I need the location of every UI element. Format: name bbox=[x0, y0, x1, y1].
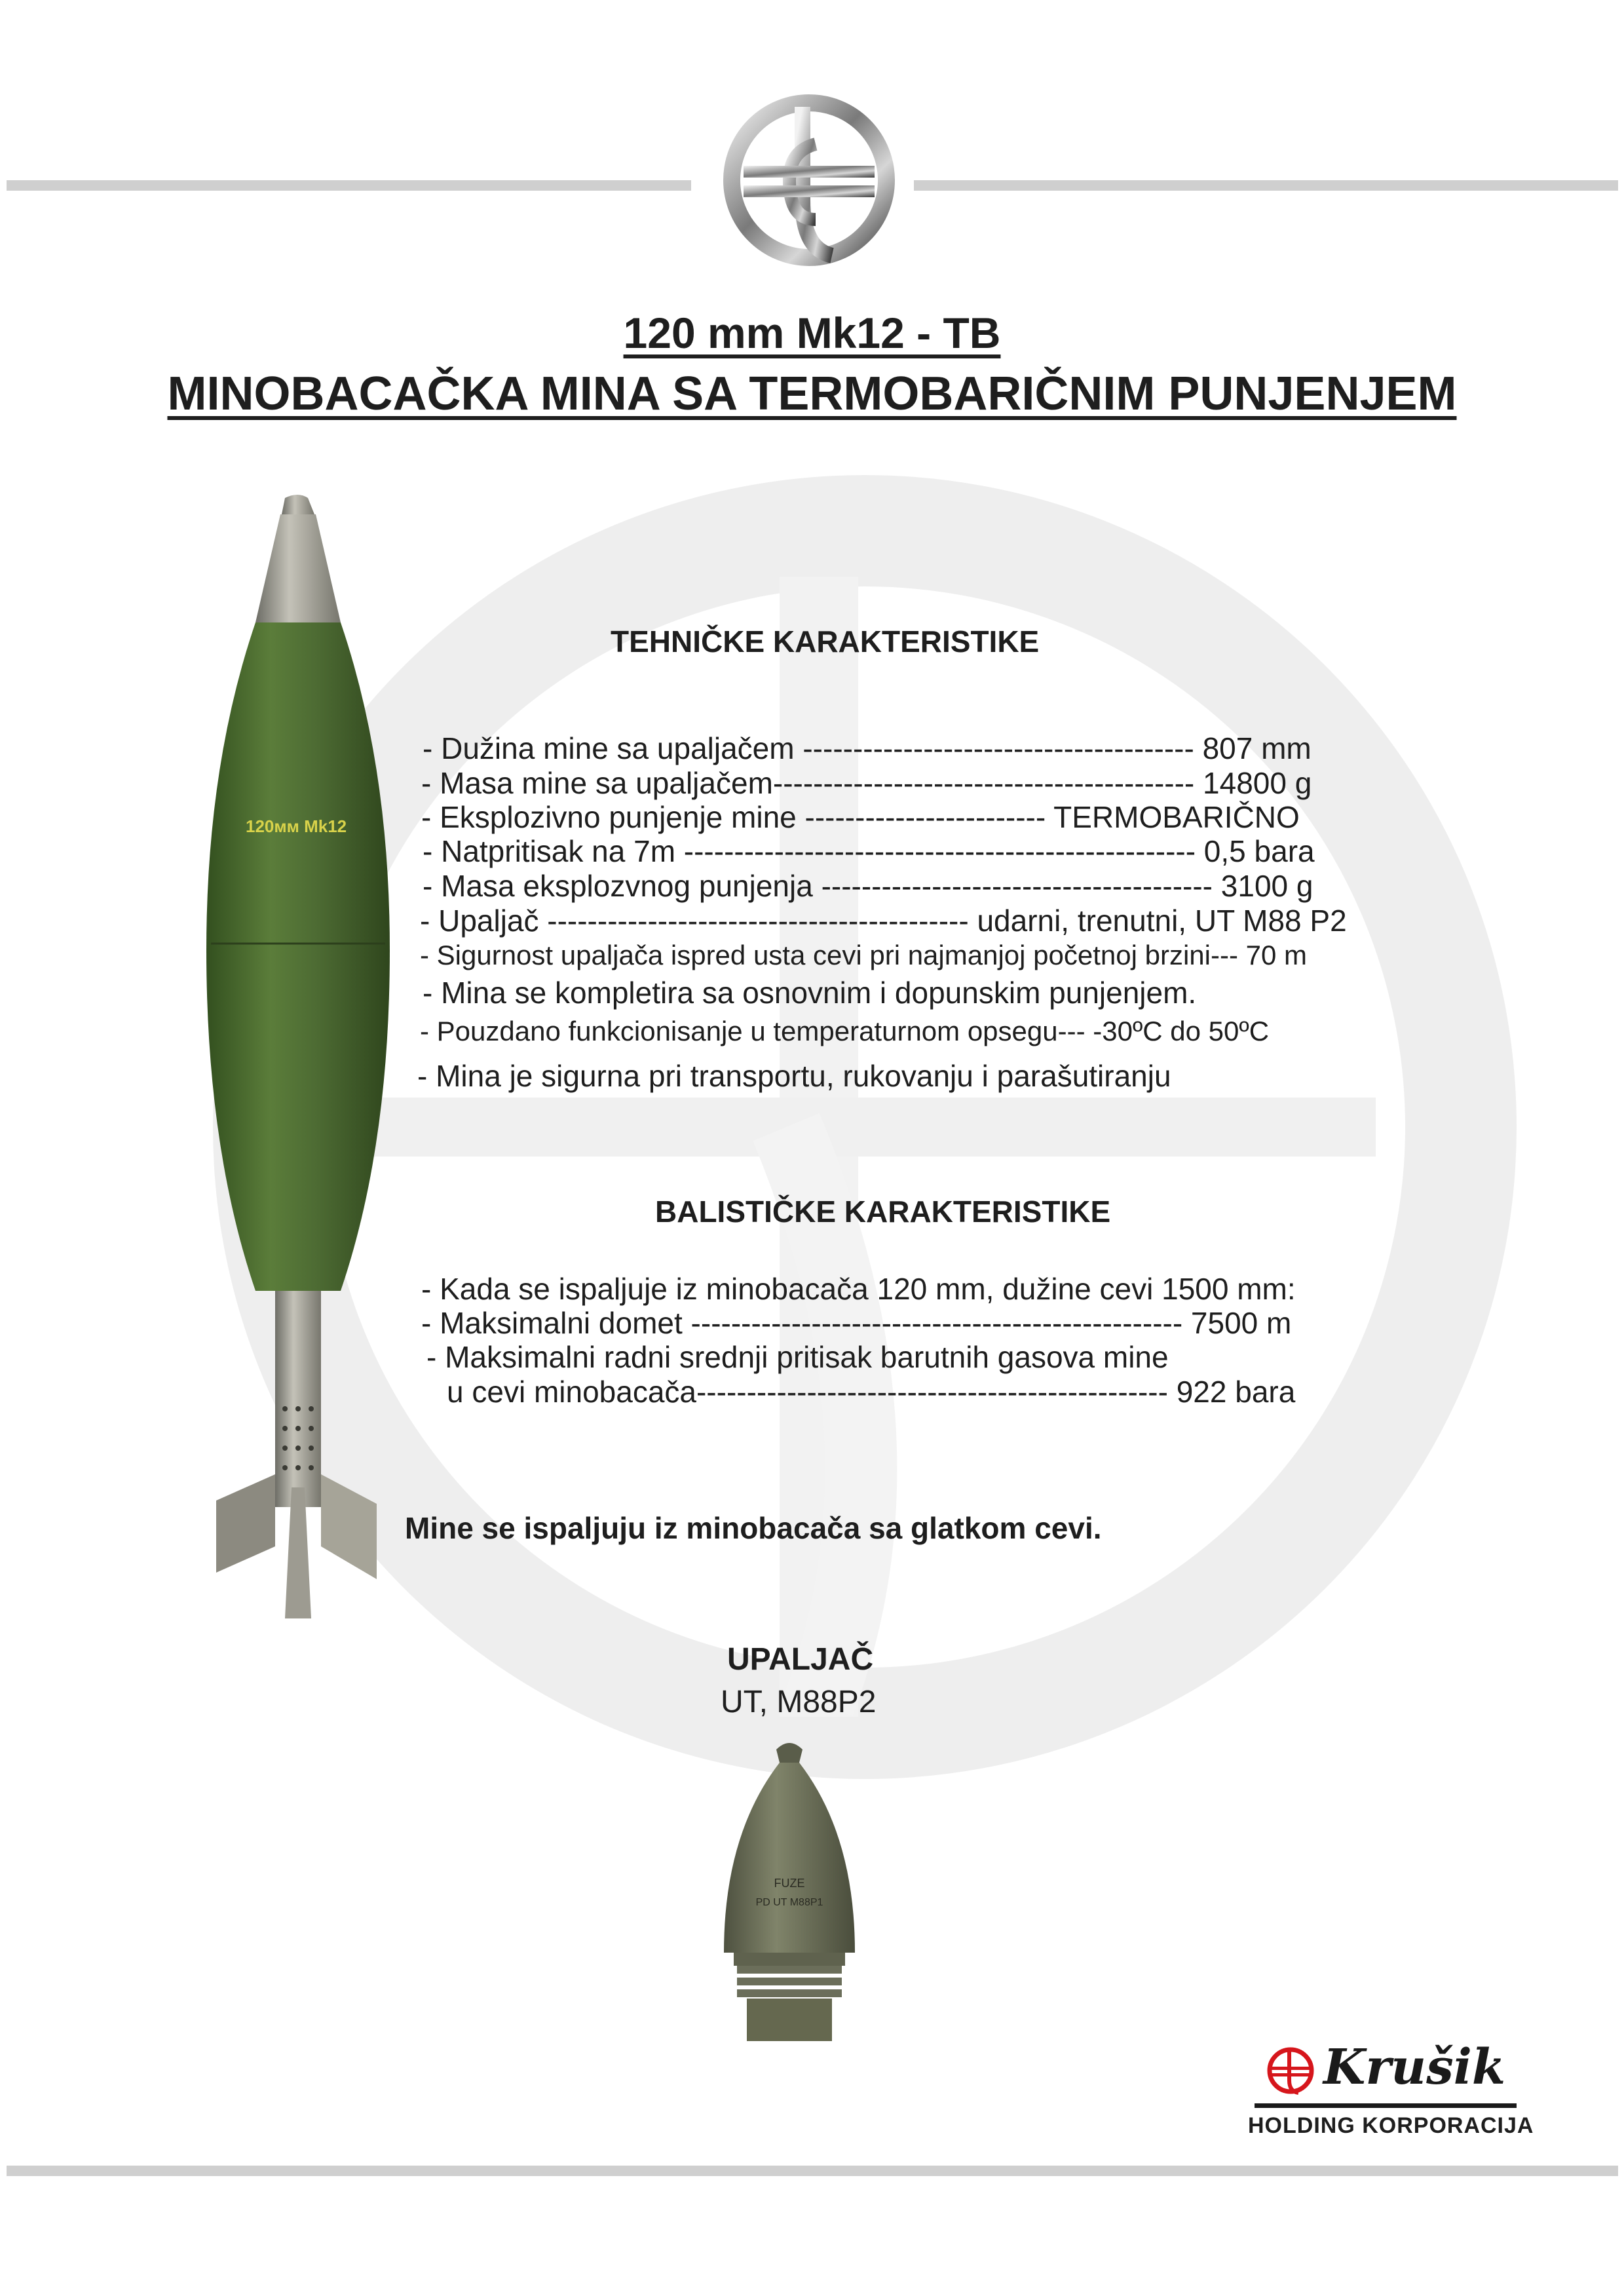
spec-line: - Sigurnost upaljača ispred usta cevi pri najmanjoj početnoj brzini--- 70 m bbox=[420, 940, 1307, 970]
spec-line: - Pouzdano funkcionisanje u temperaturnom opsegu--- -30ºC do 50ºC bbox=[420, 1016, 1270, 1046]
spec-line: - Eksplozivno punjenje mine ------------------------ TERMOBARIČNO bbox=[421, 800, 1300, 834]
brand-mark-icon bbox=[1264, 2044, 1317, 2097]
brand-underline bbox=[1255, 2103, 1517, 2108]
product-title: 120 mm Mk12 - TB bbox=[623, 309, 1001, 357]
spec-line: - Kada se ispaljuje iz minobacača 120 mm, dužine cevi 1500 mm: bbox=[421, 1272, 1296, 1306]
fuze-heading: UPALJAČ bbox=[727, 1642, 874, 1677]
fuze-label-line1: FUZE bbox=[774, 1877, 805, 1890]
fuze-illustration bbox=[714, 1736, 865, 2044]
technical-heading: TEHNIČKE KARAKTERISTIKE bbox=[611, 624, 1040, 659]
top-rule-left bbox=[7, 180, 691, 191]
ballistic-heading: BALISTIČKE KARAKTERISTIKE bbox=[655, 1195, 1111, 1229]
firing-note: Mine se ispaljuju iz minobacača sa glatkom cevi. bbox=[405, 1511, 1102, 1545]
fuze-label-line2: PD UT M88P1 bbox=[755, 1897, 823, 1908]
fuze-model: UT, M88P2 bbox=[721, 1685, 877, 1719]
spec-line: - Masa mine sa upaljačem------------------------------------------ 14800 g bbox=[421, 766, 1312, 800]
brand-name: Krušik bbox=[1323, 2039, 1506, 2095]
top-rule-right bbox=[914, 180, 1618, 191]
spec-line: - Mina je sigurna pri transportu, rukovanju i parašutiranju bbox=[417, 1059, 1171, 1093]
spec-line: - Dužina mine sa upaljačem --------------------------------------- 807 mm bbox=[423, 731, 1312, 765]
spec-line: - Maksimalni domet ------------------------------------------------- 7500 m bbox=[421, 1306, 1292, 1340]
bottom-rule bbox=[7, 2166, 1618, 2176]
mortar-shell-illustration bbox=[203, 491, 393, 1625]
spec-line: - Natpritisak na 7m --------------------------------------------------- 0,5 bara bbox=[423, 834, 1315, 868]
spec-line: - Masa eksplozvnog punjenja --------------------------------------- 3100 g bbox=[423, 869, 1313, 903]
brand-subtitle: HOLDING KORPORACIJA bbox=[1248, 2113, 1534, 2138]
shell-label: 120мм Mk12 bbox=[246, 816, 347, 836]
krusik-logo-icon bbox=[717, 88, 901, 272]
spec-line: u cevi minobacača----------------------------------------------- 922 bara bbox=[447, 1375, 1296, 1409]
spec-line: - Maksimalni radni srednji pritisak barutnih gasova mine bbox=[426, 1340, 1169, 1374]
product-subtitle: MINOBACAČKA MINA SA TERMOBARIČNIM PUNJENJEM bbox=[167, 368, 1457, 420]
spec-line: - Upaljač ------------------------------------------ udarni, trenutni, UT M88 P2 bbox=[420, 904, 1347, 938]
spec-line: - Mina se kompletira sa osnovnim i dopunskim punjenjem. bbox=[423, 976, 1197, 1010]
